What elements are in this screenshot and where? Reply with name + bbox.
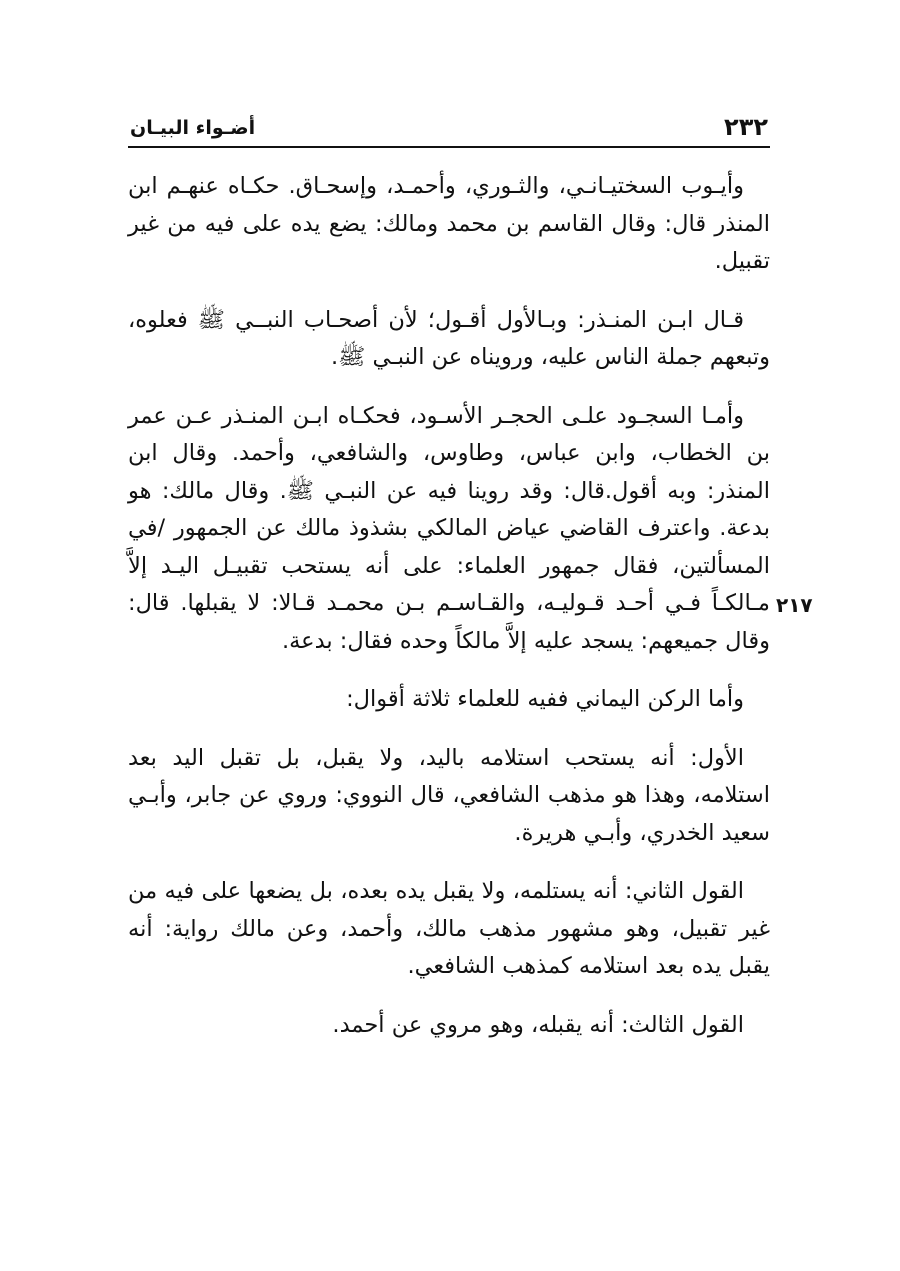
page-number: ٢٣٢ (724, 113, 768, 141)
paragraph-6: القول الثاني: أنه يستلمه، ولا يقبل يده بعده، بل يضعها على فيه من غير تقبيل، وهو مشهور مذهب مالك، وأحمد، وعن مالك رواية: أنه يقبل يده بعد استلامه كمذهب الشافعي. (128, 878, 770, 979)
paragraph-4: وأما الركن اليماني ففيه للعلماء ثلاثة أقوال: (346, 686, 744, 712)
paragraph-7: القول الثالث: أنه يقبله، وهو مروي عن أحمد. (332, 1011, 744, 1038)
paragraph-3: وأمـا السجـود علـى الحجـر الأسـود، فحكـاه ابـن المنـذر عـن عمر بن الخطاب، وابن عباس، وطاوس، والشافعي، وأحمد. وقال ابن المنذر: وبه أقول.قال: وقد روينا فيه عن النبـي ﷺ. وقال مالك: هو بدعة. واعترف القاضي عياض المالكي بشذوذ مالك عن الجمهور /في المسألتين، فقال جمهور العلماء: على أنه يستحب تقبيـل اليـد إلاَّ مـالكـاً فـي أحـد قـوليـه، والقـاسـم بـن محمـد قـالا: لا يقبلها. قال: وقال جميعهم: يسجد عليه إلاَّ مالكاً وحده فقال: بدعة. (128, 402, 770, 654)
paragraph-5: الأول: أنه يستحب استلامه باليد، ولا يقبل، بل تقبل اليد بعد استلامه، وهذا هو مذهب الشافعي، قال النووي: وروي عن جابر، وأبـي سعيد الخدري، وأبـي هريرة. (128, 744, 770, 846)
margin-page-reference: ٢١٧ (776, 593, 813, 617)
page-header (128, 112, 770, 148)
page-body (128, 168, 770, 1065)
paragraph-1: وأيـوب السختيـانـي، والثـوري، وأحمـد، وإسحـاق. حكـاه عنهـم ابن المنذر قال: وقال القاسم بن محمد ومالك: يضع يده على فيه من غير تقبيل. (128, 173, 770, 274)
book-title: أضـواء البيـان (130, 117, 256, 139)
paragraph-2: قـال ابـن المنـذر: وبـالأول أقـول؛ لأن أصحـاب النبــي ﷺ فعلوه، وتبعهم جملة الناس عليه، ورويناه عن النبـي ﷺ. (128, 306, 770, 370)
